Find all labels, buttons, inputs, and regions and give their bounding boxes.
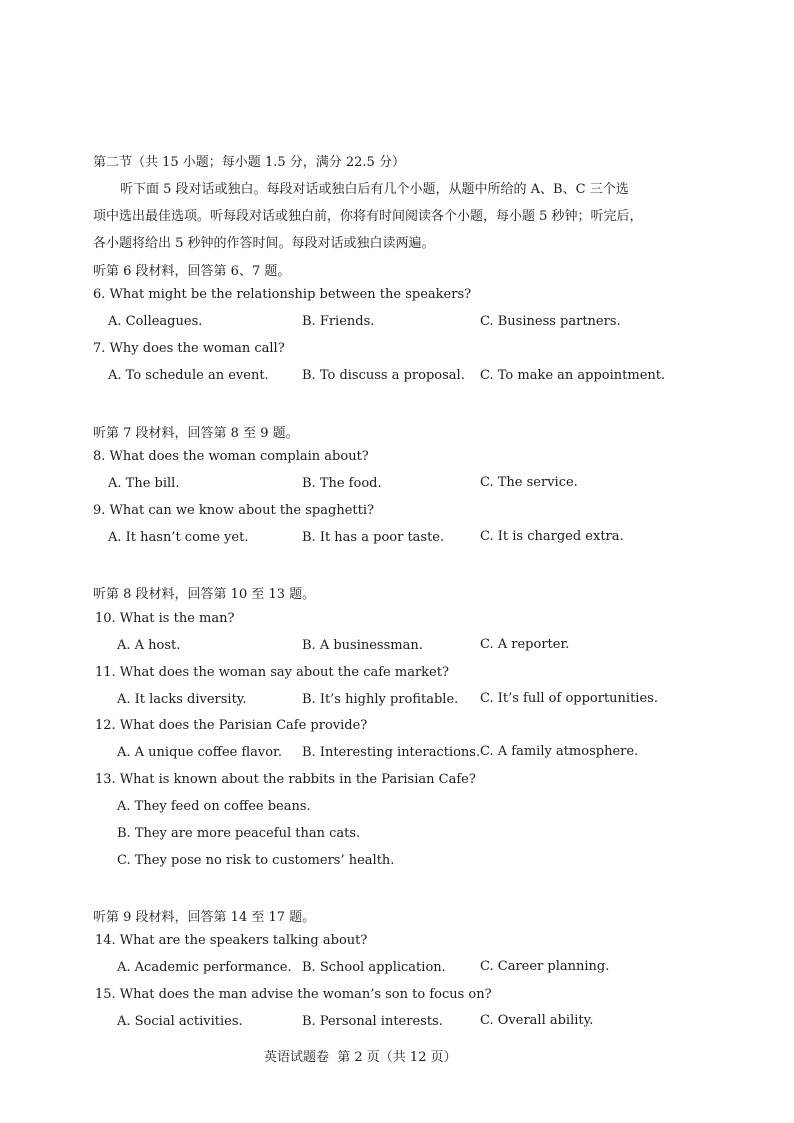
- instruction-line: 各小题将给出 5 秒钟的作答时间。每段对话或独白读两遍。: [93, 236, 435, 251]
- option-b: B. It’s highly profitable.: [302, 692, 459, 707]
- group-intro: 听第 7 段材料，回答第 8 至 9 题。: [93, 426, 299, 441]
- option-a: A. It hasn’t come yet.: [108, 530, 249, 545]
- question-stem: 10. What is the man?: [95, 611, 235, 626]
- option-c: C. A reporter.: [480, 637, 570, 652]
- question-stem: 15. What does the man advise the woman’s son to focus on?: [95, 987, 492, 1002]
- group-intro: 听第 8 段材料，回答第 10 至 13 题。: [93, 587, 316, 602]
- option-c: C. The service.: [480, 475, 578, 490]
- option-a: A. They feed on coffee beans.: [117, 799, 311, 814]
- option-a: A. It lacks diversity.: [117, 692, 247, 707]
- option-c: C. A family atmosphere.: [480, 744, 639, 759]
- question-stem: 9. What can we know about the spaghetti?: [93, 503, 374, 518]
- option-b: B. Personal interests.: [302, 1014, 443, 1029]
- question-stem: 12. What does the Parisian Cafe provide?: [95, 718, 368, 733]
- question-stem: 11. What does the woman say about the cafe market?: [95, 665, 449, 680]
- option-b: B. Interesting interactions.: [302, 745, 481, 760]
- option-c: C. To make an appointment.: [480, 368, 666, 383]
- option-a: A. A host.: [117, 638, 181, 653]
- group-intro: 听第 9 段材料，回答第 14 至 17 题。: [93, 910, 316, 925]
- page-footer: 英语试题卷 第 2 页（共 12 页）: [264, 1050, 457, 1065]
- option-a: A. The bill.: [108, 476, 180, 491]
- option-c: C. It’s full of opportunities.: [480, 691, 658, 706]
- instruction-line: 项中选出最佳选项。听每段对话或独白前，你将有时间阅读各个小题，每小题 5 秒钟；听完后，: [93, 209, 643, 224]
- option-a: A. Colleagues.: [108, 314, 203, 329]
- option-a: A. A unique coffee flavor.: [117, 745, 282, 760]
- option-c: C. Overall ability.: [480, 1013, 594, 1028]
- option-b: B. To discuss a proposal.: [302, 368, 465, 383]
- question-stem: 13. What is known about the rabbits in the Parisian Cafe?: [95, 772, 476, 787]
- option-a: A. Social activities.: [117, 1014, 243, 1029]
- option-a: A. Academic performance.: [117, 960, 292, 975]
- option-b: B. They are more peaceful than cats.: [117, 826, 361, 841]
- option-c: C. It is charged extra.: [480, 529, 624, 544]
- option-b: B. The food.: [302, 476, 382, 491]
- option-a: A. To schedule an event.: [108, 368, 269, 383]
- option-b: B. Friends.: [302, 314, 375, 329]
- option-c: C. Career planning.: [480, 959, 610, 974]
- group-intro: 听第 6 段材料，回答第 6、7 题。: [93, 264, 291, 279]
- question-stem: 6. What might be the relationship between the speakers?: [93, 287, 472, 302]
- option-b: B. A businessman.: [302, 638, 423, 653]
- instruction-line: 听下面 5 段对话或独白。每段对话或独白后有几个小题，从题中所给的 A、B、C 三个选: [120, 182, 629, 197]
- question-stem: 14. What are the speakers talking about?: [95, 933, 368, 948]
- option-c: C. They pose no risk to customers’ health.: [117, 853, 395, 868]
- section-heading: 第二节（共 15 小题；每小题 1.5 分，满分 22.5 分）: [93, 155, 405, 170]
- question-stem: 8. What does the woman complain about?: [93, 449, 369, 464]
- question-stem: 7. Why does the woman call?: [93, 341, 285, 356]
- option-b: B. School application.: [302, 960, 446, 975]
- option-c: C. Business partners.: [480, 314, 621, 329]
- option-b: B. It has a poor taste.: [302, 530, 445, 545]
